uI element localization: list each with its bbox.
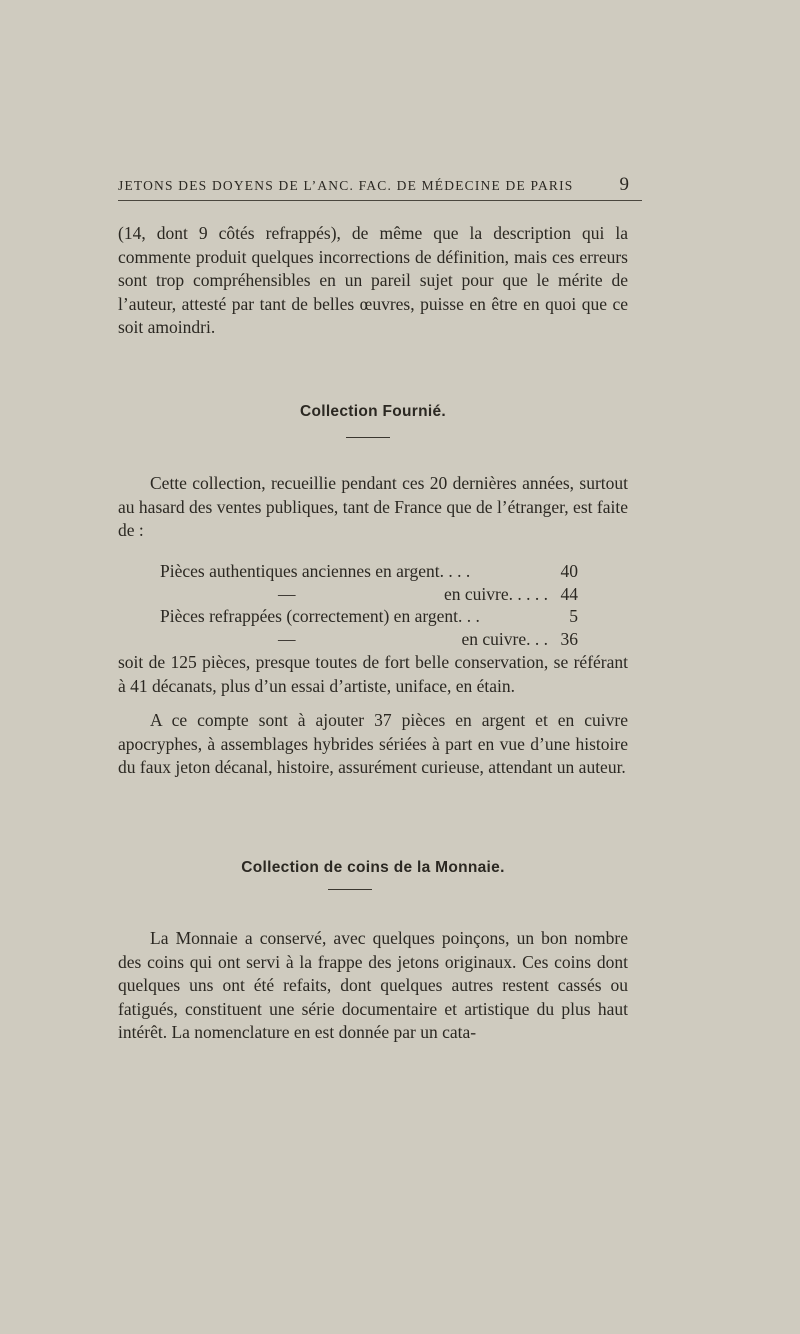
tally-label: Pièces refrappées (correctement) en argent. . . (160, 606, 480, 626)
page-number: 9 (619, 174, 629, 195)
monnaie-paragraph (118, 927, 628, 1045)
intro-paragraph-text: (14, dont 9 côtés refrappés), de même que la description qui la commente produit quelques incorrections de définition, mais ces erreurs sont trop compréhensibles en un pareil sujet pour que le mérite de l’auteur, attesté par tant de belles œuvres, puisse en être en quoi que ce soit amoindri. (118, 223, 628, 337)
tally-value: 44 (560, 583, 578, 604)
tally-row (118, 628, 628, 651)
tally-value: 5 (569, 606, 578, 626)
tally-row (118, 583, 628, 606)
tally-sublabel: en cuivre. . . . . (444, 583, 548, 604)
section-rule-fournie (346, 437, 390, 438)
monnaie-text: La Monnaie a conservé, avec quelques poinçons, un bon nombre des coins qui ont servi à la frappe des jetons originaux. Ces coins dont quelques uns ont été refaits, dont quelques autres restent cassés ou fatigués, constituent une série documentaire et artistique du plus haut intérêt. La nomenclature en est donnée par un cata- (118, 928, 628, 1042)
tally-value: 40 (560, 561, 578, 581)
running-header (118, 176, 628, 200)
tally-value: 36 (560, 628, 578, 649)
intro-paragraph (118, 222, 628, 340)
fournie-summary-text: soit de 125 pièces, presque toutes de fort belle conservation, se référant à 41 décanats, plus d’un essai d’artiste, uniface, en étain. (118, 652, 628, 696)
tally-row (118, 605, 628, 628)
fournie-lead-text: Cette collection, recueillie pendant ces 20 dernières années, surtout au hasard des ventes publiques, tant de France que de l’étranger, est faite de : (118, 473, 628, 540)
tally-sublabel: en cuivre. . . (461, 628, 548, 649)
tally-row (118, 560, 628, 583)
tally-dash: — (278, 583, 296, 604)
fournie-tally (118, 560, 628, 650)
tally-label: Pièces authentiques anciennes en argent. . . . (160, 561, 471, 581)
fournie-apocryphes-text: A ce compte sont à ajouter 37 pièces en argent et en cuivre apocryphes, à assemblages hybrides sériées à part en vue d’une histoire du faux jeton décanal, histoire, assurément curieuse, attendant un auteur. (118, 710, 628, 777)
fournie-apocryphes-paragraph (118, 709, 628, 780)
tally-dash: — (278, 628, 296, 649)
fournie-summary-paragraph (118, 651, 628, 698)
fournie-lead-paragraph (118, 472, 628, 543)
running-header-title: JETONS DES DOYENS DE L’ANC. FAC. DE MÉDECINE DE PARIS (118, 178, 574, 193)
section-rule-monnaie (328, 889, 372, 890)
section-title-monnaie: Collection de coins de la Monnaie. (241, 859, 505, 876)
header-rule (118, 200, 642, 201)
section-title-fournie: Collection Fournié. (299, 403, 447, 420)
